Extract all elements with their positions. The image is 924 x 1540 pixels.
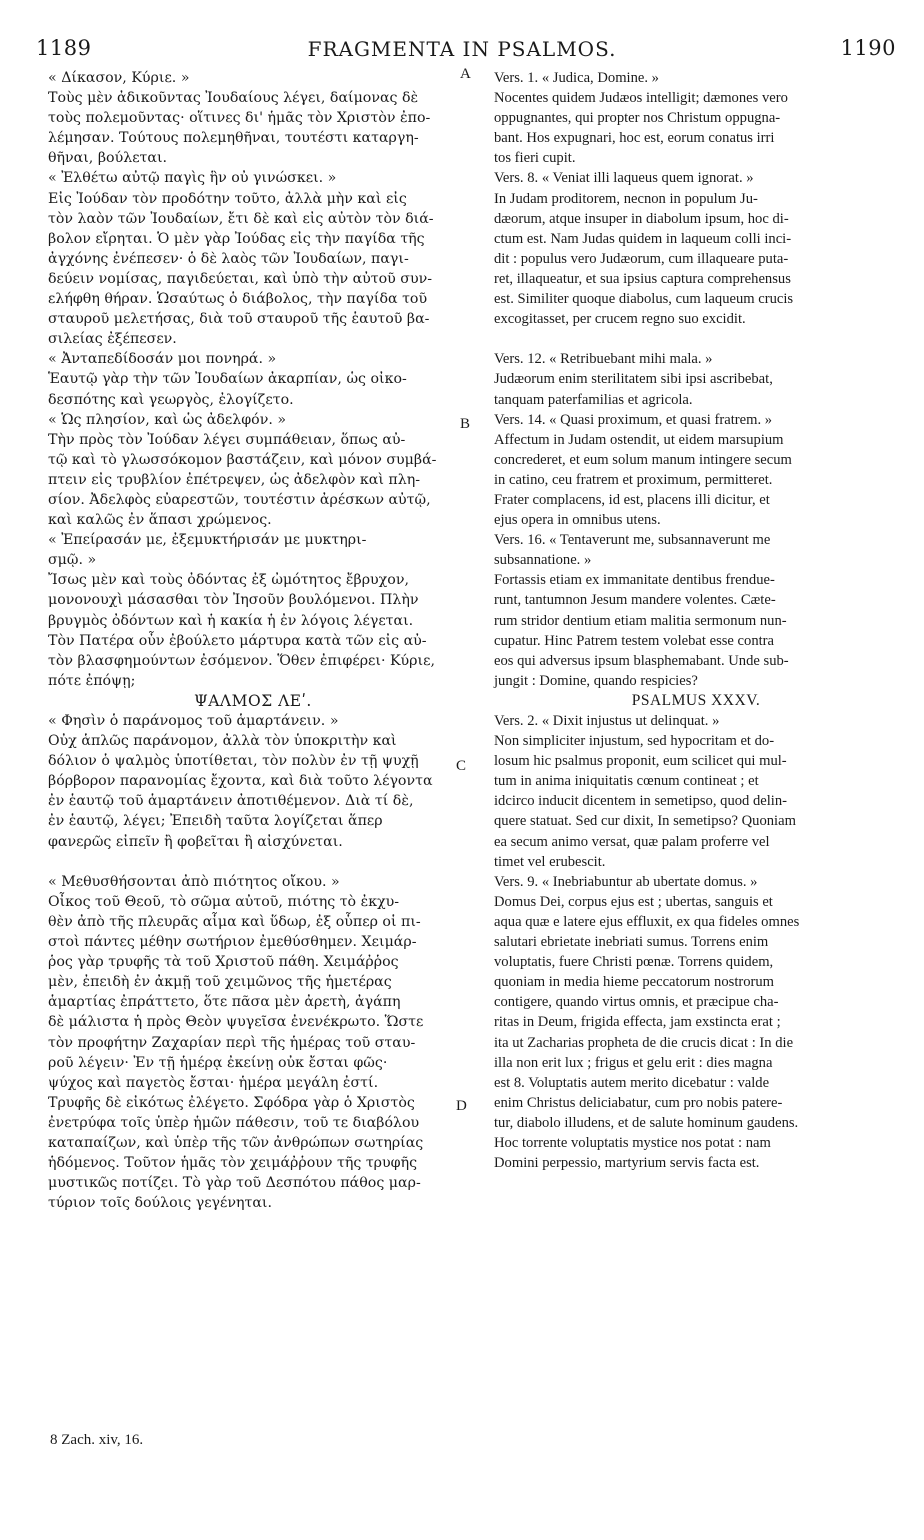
text-line: βόρβορον παρανομίας ἔχοντα, καὶ διὰ τοῦτο λέγοντα [48,773,433,790]
verse-lemma: « Μεθυσθήσονται ἀπὸ πιότητος οἴκου. » [48,873,340,890]
text-line: Non simpliciter injustum, sed hypocritam et do- [494,733,775,750]
verse-lemma: « Ἐλθέτω αὐτῷ παγὶς ἣν οὐ γινώσκει. » [48,170,337,187]
verse-lemma: « Φησὶν ὁ παράνομος τοῦ ἁμαρτάνειν. » [48,713,339,729]
text-line: σιλείας ἐξέπεσεν. [48,331,177,348]
text-line: dit : populus vero Judæorum, cum illaqueare puta- [494,250,789,267]
text-line: oppugnantes, qui propter nos Christum oppugna- [494,110,781,127]
text-line: est. Similiter quoque diabolus, cum laqueum crucis [494,291,794,308]
text-line: τὸν προφήτην Ζαχαρίαν περὶ τῆς ἡμέρας τοῦ σταυ- [48,1034,416,1051]
text-line: excogitasset, per crucem regno suo excidit. [494,311,746,328]
verse-lemma: Vers. 1. « Judica, Domine. » [494,70,659,86]
psalm-heading: PSALMUS XXXV. [631,691,761,709]
text-line: μονονουχὶ μάσασθαι τὸν Ἰησοῦν βουλόμενοι. Πλὴν [48,592,419,609]
text-line: salutari ebrietate inebriati sumus. Torrens enim [494,934,769,951]
text-line: ἐν ἑαυτῷ, λέγει; Ἐπειδὴ ταῦτα λογίζεται ἅπερ [48,813,383,830]
text-line: Ἑαυτῷ γὰρ τὴν τῶν Ἰουδαίων ἀκαρπίαν, ὡς οἰκο- [48,371,407,388]
text-line: Τοὺς μὲν ἀδικοῦντας Ἰουδαίους λέγει, δαίμονας δὲ [48,90,419,107]
text-line: ἀγχόνης ἐνέπεσεν· ὁ δὲ λαὸς τῶν Ἰουδαίων, παγι- [48,250,409,267]
margin-letter-b: B [460,416,471,432]
text-line: βολον εἴρηται. Ὁ μὲν γὰρ Ἰούδας εἰς τὴν παγίδα τῆς [48,230,425,247]
page-number-right: 1190 [840,36,896,60]
verse-lemma: Vers. 12. « Retribuebant mihi mala. » [494,351,713,368]
greek-column [48,68,458,1213]
text-line: ritas in Deum, frigida effecta, jam exstincta erat ; [494,1014,781,1031]
text-line: τὸν λαὸν τῶν Ἰουδαίων, ἔτι δὲ καὶ εἰς αὐτὸν τὸν διά- [48,210,434,227]
text-line: σμῷ. » [48,552,97,569]
text-line: ejus opera in omnibus utens. [494,512,661,529]
blank-line [48,852,458,872]
latin-column [494,68,898,1173]
text-line: quere statuat. Sed cur dixit, In semetipso? Quoniam [494,813,796,830]
text-line: ἁμαρτίας ἐπράττετο, ὅτε πᾶσα μὲν ἀρετὴ, ἀγάπη [48,994,401,1011]
text-line: ἐν ἑαυτῷ τοῦ ἁμαρτάνειν ἀποτιθέμενον. Διὰ τί δὲ, [48,793,414,810]
text-line: runt, tantumnon Jesum mandere volentes. Cæte- [494,592,776,609]
text-line: βρυγμὸς ὀδόντων καὶ ἡ κακία ἡ ἐν λόγοις λέγεται. [48,612,414,629]
text-line: θῆναι, βούλεται. [48,150,168,167]
text-line: quoniam in media hieme peccatorum nostrorum [494,974,775,991]
text-line: ῥος γὰρ τρυφῆς τὰ τοῦ Χριστοῦ πάθη. Χειμάῤῥος [48,954,399,971]
text-line: Fortassis etiam ex immanitate dentibus frendue- [494,572,775,589]
text-line: losum hic psalmus proponit, eum scilicet qui mul- [494,753,787,770]
text-line: tur, diabolo illudens, et de salute hominum gaudens. [494,1114,799,1131]
text-line: μυστικῶς ποτίζει. Τὸ γὰρ τοῦ Δεσπότου πάθος μαρ- [48,1175,421,1192]
text-line: Τρυφῆς δὲ εἰκότως ἐλέγετο. Σφόδρα γὰρ ὁ Χριστὸς [48,1094,415,1111]
text-line: eos qui adversus ipsum blasphemabant. Unde sub- [494,652,789,669]
text-line: δόλιον ὁ ψαλμὸς ὑποτίθεται, τὸν πολὺν ἐν τῇ ψυχῇ [48,753,419,770]
text-line: aqua quæ e latere ejus effluxit, ex qua fideles omnes [494,913,800,930]
text-line: ἡδόμενος. Τοῦτον ἡμᾶς τὸν χειμάῤῥουν τῆς τρυφῆς [48,1155,418,1172]
text-line: contigere, quando virtus omnis, et præcipue cha- [494,994,779,1011]
text-line: tum in anima iniquitatis cœnum contineat ; et [494,773,759,790]
text-line: Τὴν πρὸς τὸν Ἰούδαν λέγει συμπάθειαν, ὅπως αὐ- [48,431,406,448]
text-line: σταυροῦ μελετήσας, διὰ τοῦ σταυροῦ τῆς ἑαυτοῦ βα- [48,311,430,328]
margin-letter-c: C [456,758,467,774]
text-line: tanquam paterfamilias et agricola. [494,391,693,408]
text-line: in catino, ceu fratrem et proximum, permitteret. [494,471,773,488]
verse-lemma: Vers. 9. « Inebriabuntur ab ubertate domus. » [494,873,758,890]
verse-lemma: « Δίκασον, Κύριε. » [48,70,190,86]
text-line: ψύχος καὶ παγετὸς ἔσται· ἡμέρα μεγάλη ἐστί. [48,1074,379,1091]
text-line: Nocentes quidem Judæos intelligit; dæmones vero [494,90,788,107]
text-line: τὸν βλασφημούντων ἐσόμενον. Ὅθεν ἐπιφέρει· Κύριε, [48,652,435,669]
psalm-heading: ΨΑΛΜΟΣ ΛΕʹ. [194,691,312,710]
text-line: Judæorum enim sterilitatem sibi ipsi ascribebat, [494,371,773,388]
text-line: σίον. Ἀδελφὸς εὐαρεστῶν, τουτέστιν ἀρέσκων αὐτῷ, [48,491,431,508]
text-line: Εἰς Ἰούδαν τὸν προδότην τοῦτο, ἀλλὰ μὴν καὶ εἰς [48,190,407,207]
text-line: τοὺς πολεμοῦντας· οἵτινες δι' ἡμᾶς τὸν Χριστὸν ἐπο- [48,110,431,127]
text-line: ita ut Zacharias propheta de die crucis dicat : In die [494,1034,794,1051]
text-line: dæorum, atque insuper in diabolum ipsum, hoc di- [494,210,789,227]
text-line: Ἴσως μὲν καὶ τοὺς ὀδόντας ἐξ ὠμότητος ἔβρυχον, [48,572,409,589]
text-line: ret, illaqueatur, et sua ipsius captura comprehensus [494,270,791,287]
verse-lemma: Vers. 8. « Veniat illi laqueus quem ignorat. » [494,170,754,187]
verse-lemma: « Ὡς πλησίον, καὶ ὡς ἀδελφόν. » [48,411,287,428]
text-line: tos fieri cupit. [494,150,576,167]
text-line: Οἶκος τοῦ Θεοῦ, τὸ σῶμα αὐτοῦ, πιότης τὸ ἐκχυ- [48,893,400,910]
margin-letter-d: D [456,1098,467,1114]
footnote: 8 Zach. xiv, 16. [50,1432,144,1448]
text-line: ἐνετρύφα τοῖς ὑπὲρ ἡμῶν πάθεσιν, τοῦ τε διαβόλου [48,1114,420,1131]
verse-lemma: « Ἀνταπεδίδοσάν μοι πονηρά. » [48,351,277,368]
text-line: Affectum in Judam ostendit, ut eidem marsupium [494,431,784,448]
text-line: Τὸν Πατέρα οὖν ἐβούλετο μάρτυρα κατὰ τῶν εἰς αὐ- [48,632,427,649]
text-line: μὲν, ἐπειδὴ ἐν ἀκμῇ τοῦ χειμῶνος τῆς ἡμετέρας [48,974,392,991]
text-line: ea secum animo versat, quæ palam proferre vel [494,833,770,850]
verse-lemma: Vers. 2. « Dixit injustus ut delinquat. » [494,713,720,729]
text-line: rum stridor dentium etiam malitia sermonum nun- [494,612,787,629]
text-line: Domini perpessio, martyrium servis facta est. [494,1155,760,1172]
text-line: καὶ καλῶς ἐν ἅπασι χρώμενος. [48,512,272,529]
text-line: subsannatione. » [494,552,592,569]
text-line: voluptatis, fuere Christi pœnæ. Torrens quidem, [494,954,774,971]
verse-lemma: Vers. 16. « Tentaverunt me, subsannaverunt me [494,532,771,549]
text-line: λέμησαν. Τούτους πολεμηθῆναι, τουτέστι καταργη- [48,130,419,147]
text-line: Domus Dei, corpus ejus est ; ubertas, sanguis et [494,893,773,910]
text-line: δεύειν νομίσας, παγιδεύεται, καὶ ὑπὸ τὴν αὐτοῦ συν- [48,270,433,287]
text-line: δεσπότης καὶ γεωργὸς, ἐλογίζετο. [48,391,294,408]
page-number-left: 1189 [36,36,92,60]
text-line: Hoc torrente voluptatis mystice nos potat : nam [494,1134,771,1151]
text-line: ctum est. Nam Judas quidem in laqueum colli inci- [494,230,792,247]
text-line: concrederet, et eum solum manum intingere secum [494,451,792,468]
text-line: cupatur. Hinc Patrem testem volebat esse contra [494,632,775,649]
text-line: timet vel erubescit. [494,853,606,870]
text-line: bant. Hos expugnari, hoc est, eorum conatus irri [494,130,775,147]
text-line: τῷ καὶ τὸ γλωσσόκομον βαστάζειν, καὶ μόνον συμβά- [48,451,437,468]
text-line: jungit : Domine, quando respicies? [494,672,698,689]
text-line: ελήφθη θήραν. Ὡσαύτως ὁ διάβολος, τὴν παγίδα τοῦ [48,291,428,308]
verse-lemma: Vers. 14. « Quasi proximum, et quasi fratrem. » [494,411,773,428]
text-line: πτειν εἰς τρυβλίον ἐπέτρεψεν, ὡς ἀδελφὸν καὶ πλη- [48,471,421,488]
text-line: στοὶ πάντες μέθην σωτήριον ἐμεθύσθημεν. Χειμάρ- [48,934,417,951]
text-line: δὲ μάλιστα ἡ πρὸς Θεὸν ψυγεῖσα ἐνενέκρωτο. Ὥστε [48,1014,424,1031]
text-line: τύριον τοῖς δούλοις γεγένηται. [48,1195,273,1212]
text-line: idcirco inducit dicentem in semetipso, quod delin- [494,793,788,810]
text-line: φανερῶς εἰπεῖν ἢ φοβεῖται ἢ αἰσχύνεται. [48,833,343,850]
text-line: est 8. Voluptatis autem merito dicebatur : valde [494,1074,770,1091]
text-line: Frater complacens, id est, placens illi dicitur, et [494,491,770,508]
text-line: καταπαίζων, καὶ ὑπὲρ τῆς τῶν ἀνθρώπων σωτηρίας [48,1134,424,1151]
text-line: In Judam proditorem, necnon in populum Ju- [494,190,758,207]
margin-letter-a: A [460,66,471,82]
running-title: FRAGMENTA IN PSALMOS. [307,37,617,61]
text-line: illa non erit lux ; frigus et gelu erit : dies magna [494,1054,773,1071]
text-line: enim Christus deliciabatur, cum pro nobis paterе- [494,1094,783,1111]
text-line: ροῦ λέγειν· Ἐν τῇ ἡμέρᾳ ἐκείνῃ οὐκ ἔσται φῶς· [48,1054,388,1071]
text-line: θὲν ἀπὸ τῆς πλευρᾶς αἷμα καὶ ὕδωρ, ἐξ οὗπερ οἱ πι- [48,913,421,930]
text-line: πότε ἐπόψῃ; [48,672,136,689]
text-line: Οὐχ ἁπλῶς παράνομον, ἀλλὰ τὸν ὑποκριτὴν καὶ [48,733,397,750]
verse-lemma: « Ἐπείρασάν με, ἐξεμυκτήρισάν με μυκτηρι- [48,532,367,549]
blank-line [494,329,898,349]
